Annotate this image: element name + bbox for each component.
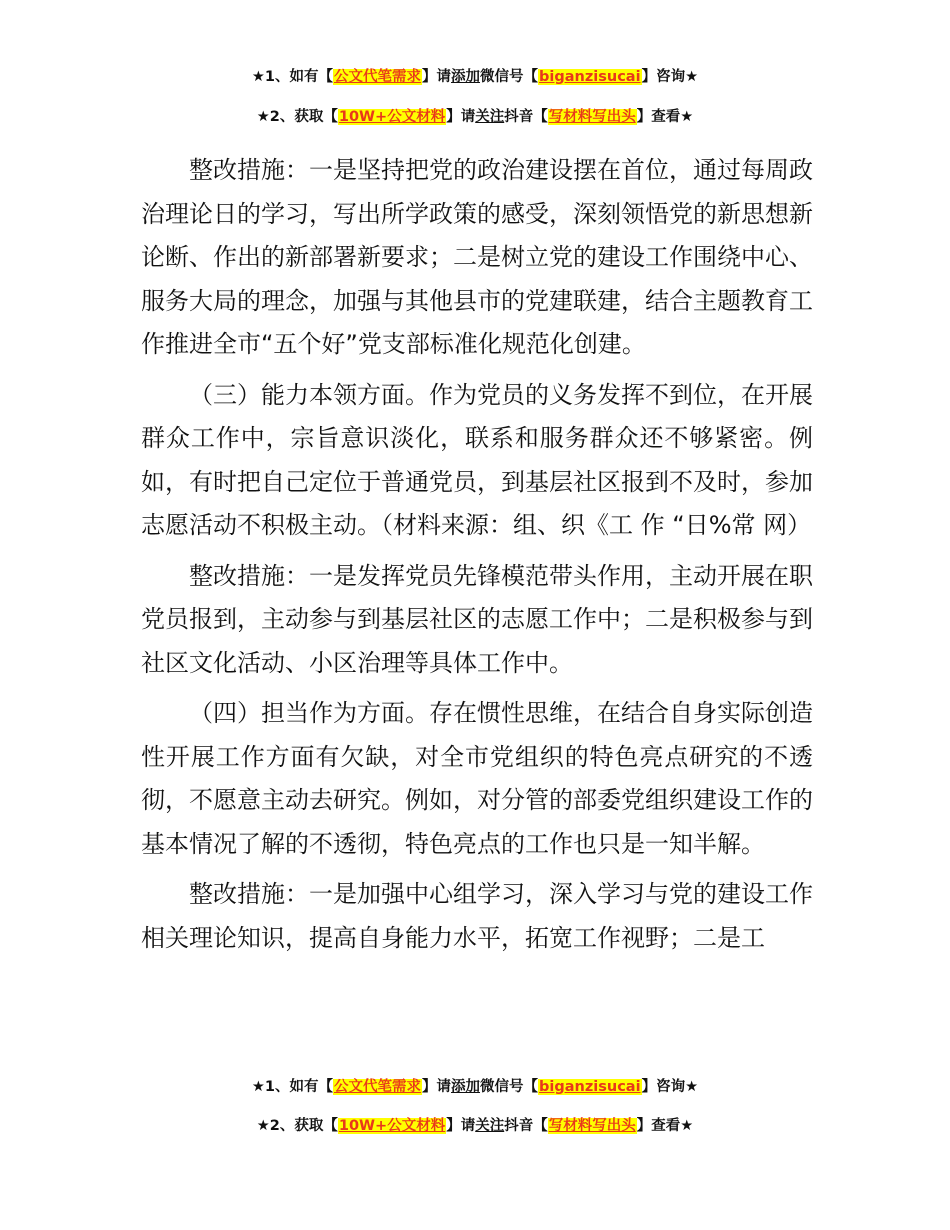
paragraph-rectification-measures-1: 整改措施：一是坚持把党的政治建设摆在首位，通过每周政治理论日的学习，写出所学政策的感受，深刻领悟党的新思想新论断、作出的新部署新要求；二是树立党的建设工作围绕中心、服务大局的理念，加强与其他县市的党建联建，结合主题教育工作推进全市“五个好”党支部标准化规范化创建。 bbox=[141, 156, 813, 358]
banner-text: 】请 bbox=[422, 69, 452, 85]
banner-text: 】请 bbox=[422, 1079, 452, 1095]
banner-text: 】咨询★ bbox=[641, 69, 699, 85]
banner-text: ★2、获取【 bbox=[256, 109, 338, 125]
service-highlight: 公文代笔需求 bbox=[334, 69, 422, 85]
banner-text: ★1、如有【 bbox=[251, 69, 334, 85]
banner-text: 微信号【 bbox=[480, 69, 539, 85]
service-highlight: 公文代笔需求 bbox=[334, 1079, 422, 1095]
paragraph-rectification-measures-2: 整改措施：一是发挥党员先锋模范带头作用，主动开展在职党员报到，主动参与到基层社区的志愿工作中；二是积极参与到社区文化活动、小区治理等具体工作中。 bbox=[141, 561, 813, 677]
action-keyword: 添加 bbox=[451, 69, 481, 85]
banner-text: 】请 bbox=[446, 1118, 476, 1134]
wechat-id-highlight: biganzisucai bbox=[539, 69, 641, 85]
materials-highlight: 10W+公文材料 bbox=[338, 1118, 446, 1134]
banner-text: 抖音【 bbox=[504, 1118, 548, 1134]
header-banner-line-2 bbox=[0, 106, 950, 128]
paragraph-ability-section: （三）能力本领方面。作为党员的义务发挥不到位，在开展群众工作中，宗旨意识淡化，联系和服务群众还不够紧密。例如，有时把自己定位于普通党员，到基层社区报到不及时，参加志愿活动不积极主动。（材料来源：组、织《工 作 “日%常 网） bbox=[141, 380, 813, 539]
banner-text: 】查看★ bbox=[636, 1118, 694, 1134]
header-banner-line-1 bbox=[0, 66, 950, 88]
footer-banner-line-1 bbox=[0, 1076, 950, 1098]
wechat-id-highlight: biganzisucai bbox=[539, 1079, 641, 1095]
paragraph-responsibility-section: （四）担当作为方面。存在惯性思维，在结合自身实际创造性开展工作方面有欠缺，对全市党组织的特色亮点研究的不透彻，不愿意主动去研究。例如，对分管的部委党组织建设工作的基本情况了解的不透彻，特色亮点的工作也只是一知半解。 bbox=[141, 699, 813, 858]
banner-text: 抖音【 bbox=[504, 109, 548, 125]
footer-banner-line-2 bbox=[0, 1115, 950, 1137]
banner-text: 】咨询★ bbox=[641, 1079, 699, 1095]
action-keyword: 添加 bbox=[451, 1079, 481, 1095]
paragraph-rectification-measures-3: 整改措施：一是加强中心组学习，深入学习与党的建设工作相关理论知识，提高自身能力水平，拓宽工作视野；二是工 bbox=[141, 880, 813, 952]
banner-text: 】查看★ bbox=[636, 109, 694, 125]
banner-text: 】请 bbox=[446, 109, 476, 125]
action-keyword: 关注 bbox=[475, 109, 505, 125]
document-body bbox=[141, 149, 813, 967]
douyin-account-highlight: 写材料写出头 bbox=[548, 1118, 636, 1134]
banner-text: 微信号【 bbox=[480, 1079, 539, 1095]
materials-highlight: 10W+公文材料 bbox=[338, 109, 446, 125]
banner-text: ★1、如有【 bbox=[251, 1079, 334, 1095]
douyin-account-highlight: 写材料写出头 bbox=[548, 109, 636, 125]
action-keyword: 关注 bbox=[475, 1118, 505, 1134]
banner-text: ★2、获取【 bbox=[256, 1118, 338, 1134]
